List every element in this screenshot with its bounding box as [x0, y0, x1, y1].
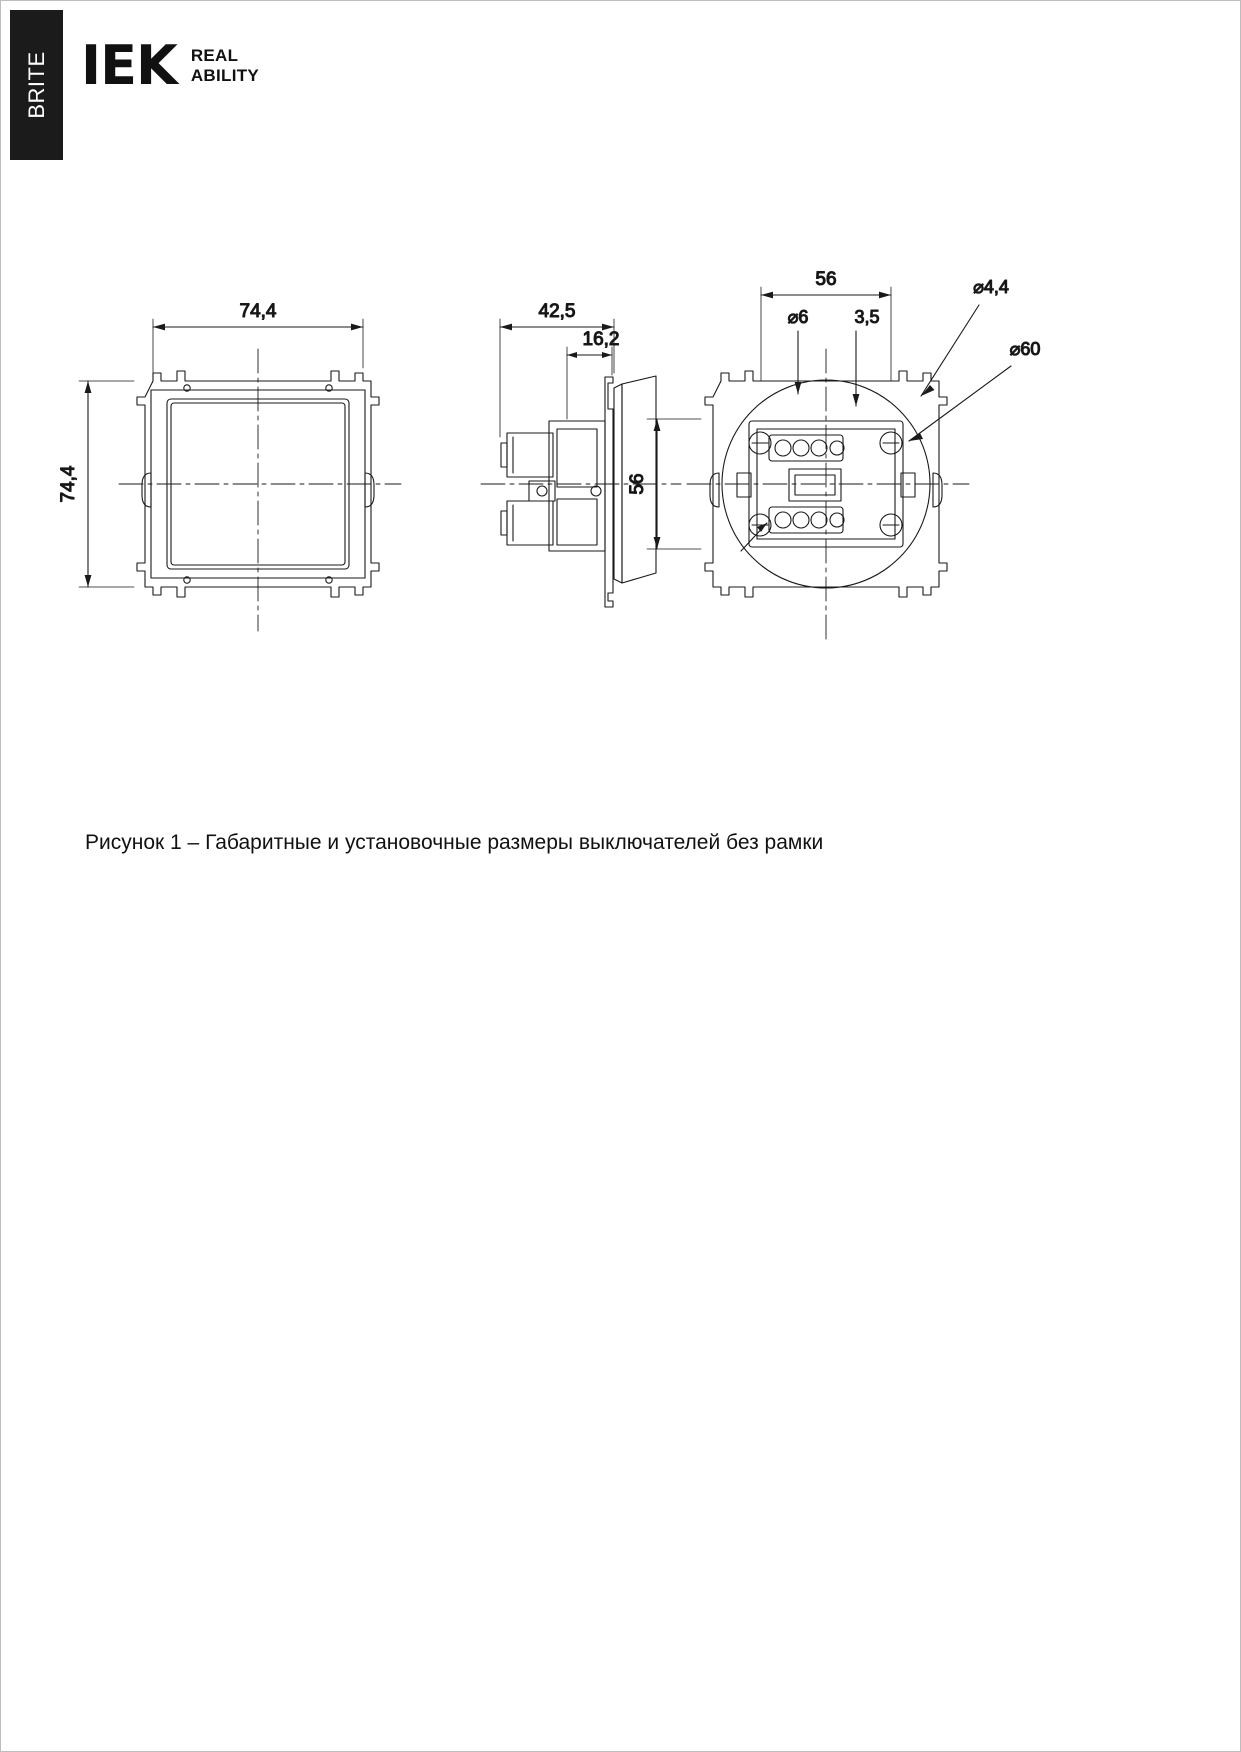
- brand-logo: [81, 34, 260, 97]
- dim-rear-gap-3-5: 3,5: [854, 307, 880, 327]
- series-tab-label: BRITE: [23, 51, 49, 119]
- logo-tagline-line2: ABILITY: [190, 66, 260, 85]
- technical-drawing: [1, 251, 1241, 681]
- logo-mark-text: IEK: [81, 34, 177, 97]
- side-view: [481, 301, 681, 607]
- dim-front-height: 74,4: [58, 465, 79, 503]
- dim-rear-height: 56: [627, 473, 648, 495]
- dim-side-depth-body: 16,2: [582, 329, 620, 350]
- dim-side-depth-total: 42,5: [538, 301, 576, 322]
- rear-view: [627, 269, 1040, 639]
- dim-rear-width: 56: [815, 269, 837, 290]
- figure-caption: Рисунок 1 – Габаритные и установочные размеры выключателей без рамки: [85, 831, 824, 854]
- dim-rear-hole-4-4: ⌀4,4: [973, 277, 1009, 297]
- logo-tagline: [191, 46, 259, 86]
- dim-rear-circle-60: ⌀60: [1009, 339, 1041, 359]
- series-tab: [10, 10, 63, 160]
- drawing-svg: [1, 251, 1241, 681]
- front-view: [58, 301, 401, 631]
- dim-front-width: 74,4: [239, 301, 277, 322]
- logo-tagline-line1: REAL: [190, 45, 239, 65]
- dim-rear-hole-6: ⌀6: [787, 307, 809, 327]
